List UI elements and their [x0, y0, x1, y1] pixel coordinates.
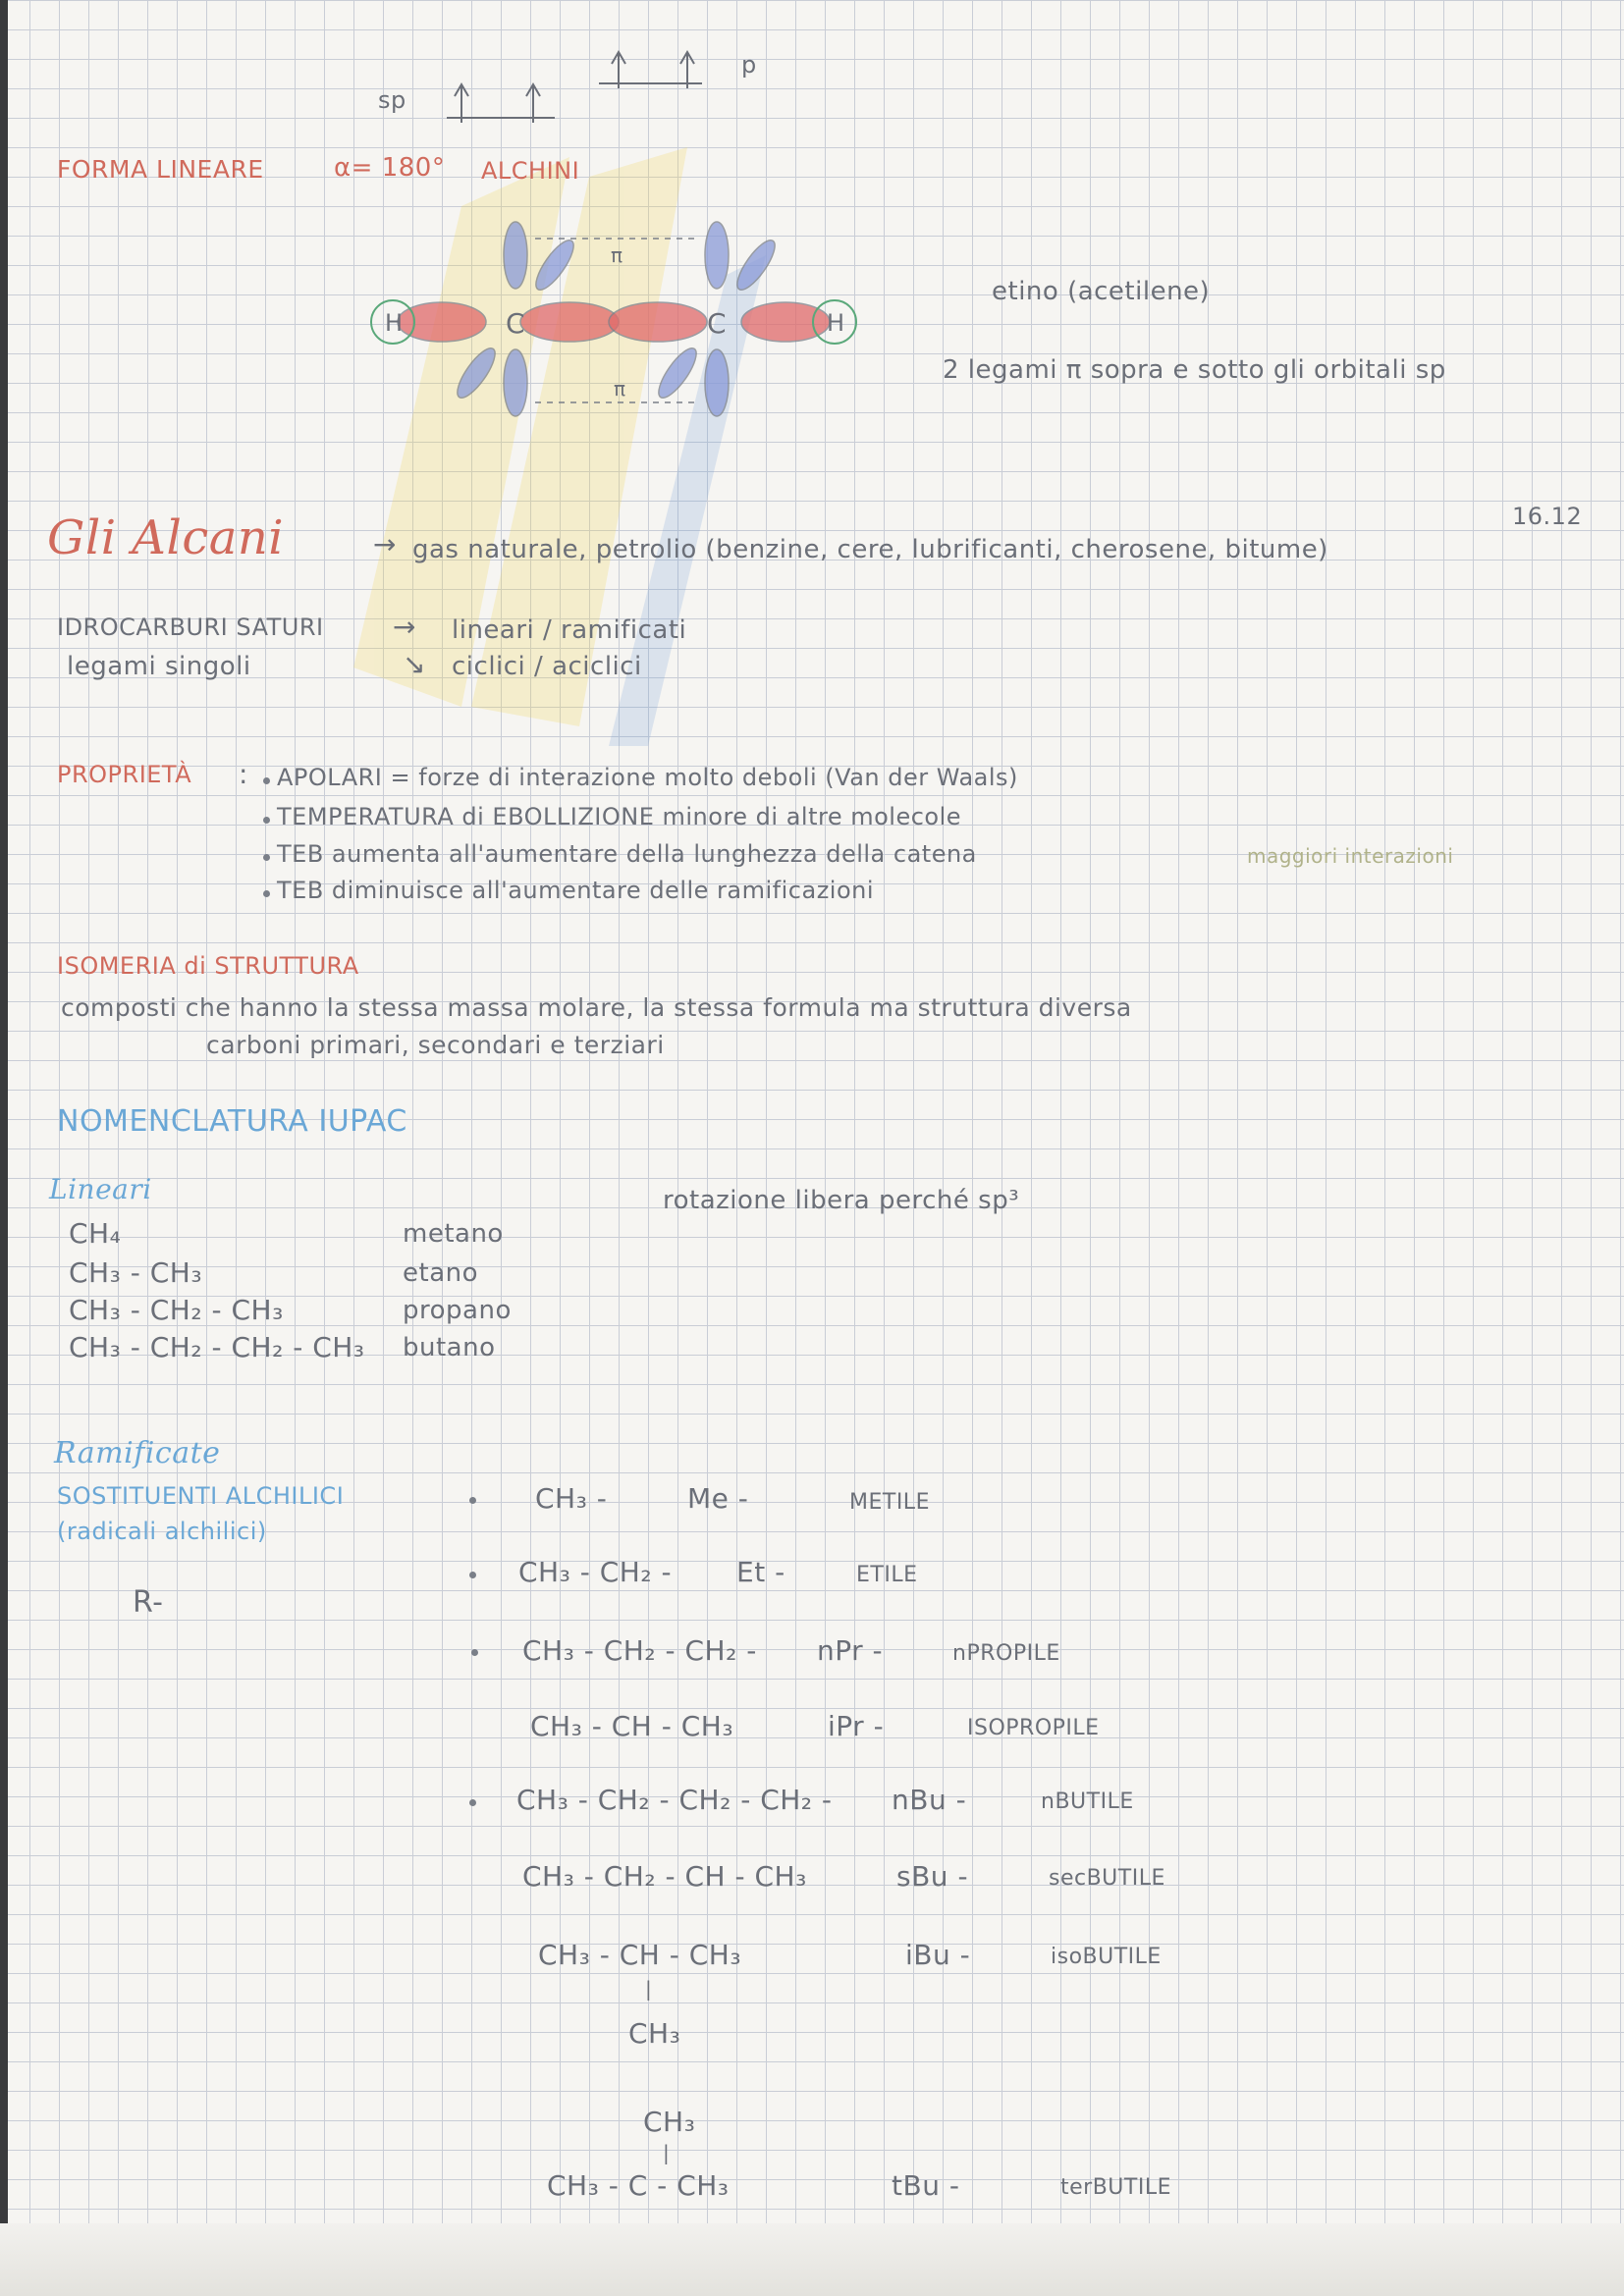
- isobutyl-name: isoBUTILE: [1051, 1945, 1162, 1969]
- alkynes-label: ALCHINI: [481, 157, 580, 185]
- h-atom-right: H: [827, 309, 845, 337]
- tertbutyl-name: terBUTILE: [1060, 2175, 1171, 2200]
- alkanes-title: Gli Alcani: [47, 510, 285, 565]
- tertbutyl-abbr: tBu -: [892, 2169, 960, 2202]
- p-label: p: [741, 51, 757, 79]
- bond-angle: α= 180°: [334, 153, 446, 183]
- nbutyl-name: nBUTILE: [1041, 1789, 1134, 1814]
- saturated-label: IDROCARBURI SATURI: [57, 614, 324, 641]
- property-3-note: maggiori interazioni: [1247, 844, 1454, 868]
- secbutyl-formula: CH₃ - CH₂ - CH - CH₃: [522, 1860, 807, 1893]
- pi-bonds-note: 2 legami π sopra e sotto gli orbitali sp: [943, 355, 1446, 385]
- nbutyl-formula: CH₃ - CH₂ - CH₂ - CH₂ -: [516, 1784, 833, 1816]
- linear-name-2: etano: [403, 1258, 479, 1288]
- linear-name-3: propano: [403, 1296, 512, 1325]
- isopropyl-abbr: iPr -: [828, 1710, 885, 1742]
- single-bonds-label: legami singoli: [67, 652, 251, 681]
- tertbutyl-top-methyl: CH₃: [643, 2106, 696, 2138]
- branched-heading: Ramificate: [54, 1436, 221, 1470]
- isobutyl-formula: CH₃ - CH - CH₃: [538, 1939, 742, 1971]
- r-group-label: R-: [133, 1585, 164, 1620]
- saturated-types-1: lineari / ramificati: [452, 615, 687, 645]
- binder-edge: [0, 0, 8, 2296]
- p-electron-arrows: [599, 44, 746, 93]
- isopropyl-name: ISOPROPILE: [967, 1716, 1100, 1740]
- carbon-types: carboni primari, secondari e terziari: [206, 1031, 665, 1059]
- c-atom-right: C: [707, 307, 727, 340]
- rotation-note: rotazione libera perché sp³: [663, 1186, 1020, 1215]
- methyl-name: METILE: [849, 1490, 930, 1515]
- isomers-heading: ISOMERIA di STRUTTURA: [57, 952, 359, 980]
- bullet: [469, 1572, 476, 1578]
- date-label: 16.12: [1512, 503, 1583, 530]
- methyl-formula: CH₃ -: [535, 1482, 608, 1515]
- linear-formula-4: CH₃ - CH₂ - CH₂ - CH₃: [69, 1331, 365, 1363]
- colon: :: [239, 758, 248, 790]
- h-atom-left: H: [385, 309, 404, 337]
- isomers-definition: composti che hanno la stessa massa molare, la stessa formula ma struttura diversa: [61, 993, 1132, 1022]
- bullet: [469, 1497, 476, 1504]
- isobutyl-bond: |: [645, 1977, 653, 2001]
- ethyl-formula: CH₃ - CH₂ -: [518, 1556, 673, 1588]
- isobutyl-branch: CH₃: [628, 2017, 681, 2050]
- ethyne-orbital-diagram: [363, 211, 874, 427]
- bullet: [469, 1799, 476, 1806]
- property-3: TEB aumenta all'aumentare della lunghezza della catena: [277, 840, 977, 868]
- ethyne-name: etino (acetilene): [992, 277, 1211, 306]
- linear-shape-label: FORMA LINEARE: [57, 155, 264, 184]
- pi-label-bottom: π: [614, 377, 626, 400]
- secbutyl-name: secBUTILE: [1049, 1866, 1165, 1891]
- isobutyl-abbr: iBu -: [905, 1939, 971, 1971]
- page-bottom-edge: [0, 2223, 1624, 2296]
- bullet: [471, 1649, 478, 1656]
- property-1: APOLARI = forze di interazione molto deboli (Van der Waals): [277, 764, 1018, 791]
- ethyl-name: ETILE: [856, 1563, 918, 1587]
- npropyl-formula: CH₃ - CH₂ - CH₂ -: [522, 1634, 757, 1667]
- linear-formula-2: CH₃ - CH₃: [69, 1256, 203, 1289]
- property-4: TEB diminuisce all'aumentare delle ramificazioni: [277, 877, 875, 904]
- radicals-label: (radicali alchilici): [57, 1518, 267, 1545]
- secbutyl-abbr: sBu -: [896, 1860, 969, 1893]
- alkane-sources: gas naturale, petrolio (benzine, cere, lubrificanti, cherosene, bitume): [412, 535, 1328, 564]
- arrow-sat-2: ↘: [403, 648, 426, 680]
- linear-name-4: butano: [403, 1333, 496, 1362]
- linear-heading: Lineari: [49, 1173, 152, 1205]
- pi-label-top: π: [611, 243, 623, 267]
- nomenclature-heading: NOMENCLATURA IUPAC: [57, 1104, 407, 1139]
- bullet: [263, 854, 270, 861]
- properties-heading: PROPRIETÀ: [57, 761, 192, 788]
- arrow-sources: →: [373, 528, 397, 561]
- npropyl-name: nPROPILE: [952, 1641, 1060, 1666]
- npropyl-abbr: nPr -: [817, 1634, 884, 1667]
- arrow-sat-1: →: [393, 611, 416, 643]
- bullet: [263, 817, 270, 824]
- sp-electron-arrows: [447, 69, 565, 128]
- bullet: [263, 777, 270, 784]
- sp-label: sp: [378, 86, 406, 114]
- c-atom-left: C: [506, 307, 525, 340]
- ethyl-abbr: Et -: [736, 1556, 785, 1588]
- substituents-label: SOSTITUENTI ALCHILICI: [57, 1482, 345, 1510]
- linear-name-1: metano: [403, 1219, 504, 1249]
- tertbutyl-formula: CH₃ - C - CH₃: [547, 2169, 730, 2202]
- saturated-types-2: ciclici / aciclici: [452, 652, 642, 681]
- methyl-abbr: Me -: [687, 1482, 749, 1515]
- tertbutyl-top-bond: |: [663, 2141, 671, 2164]
- linear-formula-3: CH₃ - CH₂ - CH₃: [69, 1294, 284, 1326]
- property-2: TEMPERATURA di EBOLLIZIONE minore di altre molecole: [277, 803, 962, 830]
- bullet: [263, 890, 270, 897]
- linear-formula-1: CH₄: [69, 1217, 122, 1250]
- isopropyl-formula: CH₃ - CH - CH₃: [530, 1710, 734, 1742]
- nbutyl-abbr: nBu -: [892, 1784, 967, 1816]
